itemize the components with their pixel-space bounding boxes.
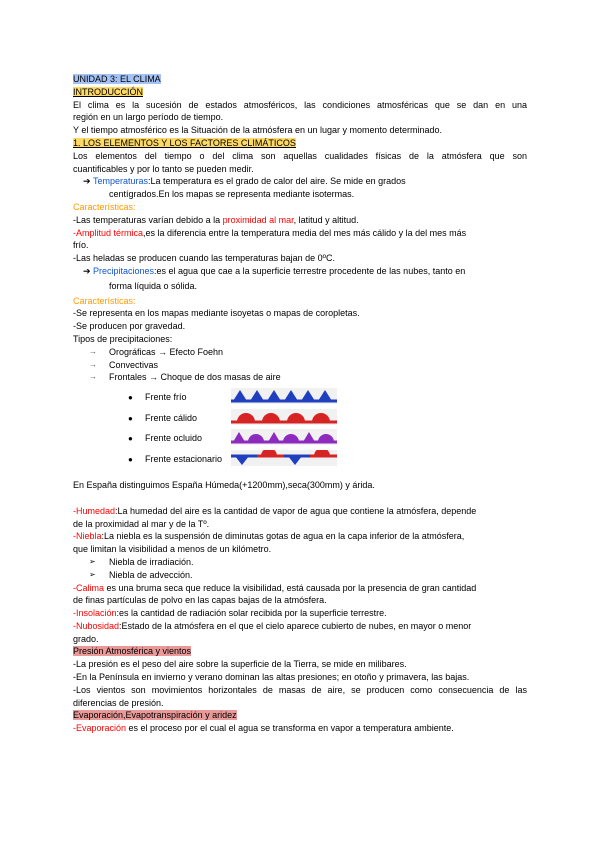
insolation-text: :es la cantidad de radiación solar recibida por la superficie terrestre. [116, 608, 387, 619]
unit-title: UNIDAD 3: EL CLIMA [73, 74, 161, 84]
bullet-icon: ● [128, 413, 133, 423]
bullet-icon: ● [128, 454, 133, 464]
arrow-icon: ➔ [83, 176, 91, 187]
evaporation-term: -Evaporación [73, 723, 127, 734]
warm-front-symbol [231, 409, 337, 425]
insolation-term: -Insolación [73, 608, 117, 619]
amplitude-text-2: frío. [73, 240, 89, 251]
front-label: Frente estacionario [145, 453, 223, 464]
arrow-icon: ➔ [83, 265, 91, 276]
temp-line1-c: , latitud y altitud. [293, 214, 359, 225]
spain-line: En España distinguimos España Húmeda(+1200mm),seca(300mm) y árida. [73, 480, 375, 491]
prec-char-1: -Se representa en los mapas mediante isoyetas o mapas de coropletas. [73, 308, 360, 319]
frost-line: -Las heladas se producen cuando las temperaturas bajan de 0ºC. [73, 253, 335, 264]
fog-type-1: Niebla de irradiación. [109, 556, 194, 567]
humidity-text-2: de la proximidad al mar y de la Tº. [73, 518, 210, 529]
humidity-term: -Humedad [73, 505, 116, 516]
stationary-front-symbol [231, 450, 337, 466]
temperature-text: :La temperatura es el grado de calor del aire. Se mide en grados [148, 176, 406, 187]
arrow-bullet-icon: → [89, 359, 97, 369]
fog-type-2: Niebla de advección. [109, 569, 193, 580]
evaporation-heading: Evaporación,Evapotranspiración y aridez [73, 710, 237, 721]
arrow-bullet-icon: → [89, 346, 97, 356]
triangle-bullet-icon: ➢ [89, 556, 96, 566]
intro-p1: El clima es la sucesión de estados atmosféricos, las condiciones atmosféricas que se dan en una [73, 99, 527, 110]
precipitation-term: Precipitaciones [93, 265, 155, 276]
intro-heading: INTRODUCCIÓN [73, 86, 143, 97]
intro-p1b: región en un largo período de tiempo. [73, 112, 224, 123]
front-label: Frente cálido [145, 412, 198, 423]
cloudiness-text-2: grado. [73, 633, 99, 644]
pressure-line-3: -Los vientos son movimientos horizontales de masas de aire, se producen como consecuencia de las [73, 684, 527, 695]
front-row-stationary [73, 450, 527, 471]
precipitation-text-2: forma líquida o sólida. [109, 280, 198, 291]
precipitation-types-label: Tipos de precipitaciones: [73, 333, 173, 344]
precipitation-text: :es el agua que cae a la superficie terrestre procedente de las nubes, tanto en [154, 265, 466, 276]
occluded-front-symbol [231, 429, 337, 445]
front-label: Frente frío [145, 392, 187, 403]
humidity-text: :La humedad del aire es la cantidad de vapor de agua que contiene la atmósfera, depende [115, 505, 477, 516]
haze-term: -Calima [73, 582, 105, 593]
pressure-line-3b: diferencias de presión. [73, 697, 164, 708]
section1-heading: 1. LOS ELEMENTOS Y LOS FACTORES CLIMÁTICOS [73, 137, 296, 148]
triangle-bullet-icon: ➢ [89, 569, 96, 579]
haze-text: es una bruma seca que reduce la visibilidad, está causada por la presencia de gran cantidad [104, 582, 477, 593]
cloudiness-text: :Estado de la atmósfera en el que el cielo aparece cubierto de nubes, en mayor o menor [119, 620, 472, 631]
prec-char-2: -Se producen por gravedad. [73, 321, 186, 332]
amplitude-text: ,es la diferencia entre la temperatura media del mes más cálido y la del mes más [143, 227, 467, 238]
front-row-warm [73, 409, 527, 430]
fog-term: -Niebla [73, 531, 102, 542]
cold-front-symbol [231, 388, 337, 404]
fog-text-2: que limitan la visibilidad a menos de un kilómetro. [73, 544, 272, 555]
pressure-heading: Presión Atmosférica y vientos [73, 646, 192, 657]
haze-text-2: de finas partículas de polvo en las capas bajas de la atmósfera. [73, 595, 327, 606]
temperature-text-2: centígrados.En los mapas se representa mediante isotermas. [109, 189, 355, 200]
intro-p2: Y el tiempo atmosférico es la Situación de la atmósfera en un lugar y momento determinado. [73, 125, 443, 136]
section1-p1b: cuantificables y por lo tanto se pueden medir. [73, 163, 254, 174]
front-row-occluded [73, 429, 527, 450]
bullet-icon: ● [128, 393, 133, 403]
characteristics-1: Características: [73, 201, 136, 212]
arrow-bullet-icon: → [89, 372, 97, 382]
section1-p1: Los elementos del tiempo o del clima son aquellas cualidades físicas de la atmósfera que son [73, 150, 527, 161]
temp-line1-b: proximidad al mar [222, 214, 294, 225]
type-orographic: Orográficas → Efecto Foehn [109, 346, 224, 357]
temp-line1-a: -Las temperaturas varían debido a la [73, 214, 223, 225]
cloudiness-term: -Nubosidad [73, 620, 120, 631]
amplitude-term: -Amplitud térmica [73, 227, 144, 238]
document-page [73, 73, 527, 735]
fog-text: :La niebla es la suspensión de diminutas gotas de agua en la capa inferior de la atmósfera, [101, 531, 465, 542]
pressure-line-2: -En la Península en invierno y verano dominan las altas presiones; en otoño y primavera, las bajas. [73, 672, 470, 683]
bullet-icon: ● [128, 434, 133, 444]
type-frontal: Frontales → Choque de dos masas de aire [109, 372, 281, 383]
front-label: Frente ocluido [145, 433, 203, 444]
type-convective: Convectivas [109, 359, 159, 370]
evaporation-text: es el proceso por el cual el agua se transforma en vapor a temperatura ambiente. [126, 723, 454, 734]
characteristics-2: Características: [73, 295, 136, 306]
pressure-line-1: -La presión es el peso del aire sobre la superficie de la Tierra, se mide en milibares. [73, 659, 407, 670]
front-row-cold [73, 388, 527, 409]
temperature-term: Temperaturas [93, 176, 149, 187]
